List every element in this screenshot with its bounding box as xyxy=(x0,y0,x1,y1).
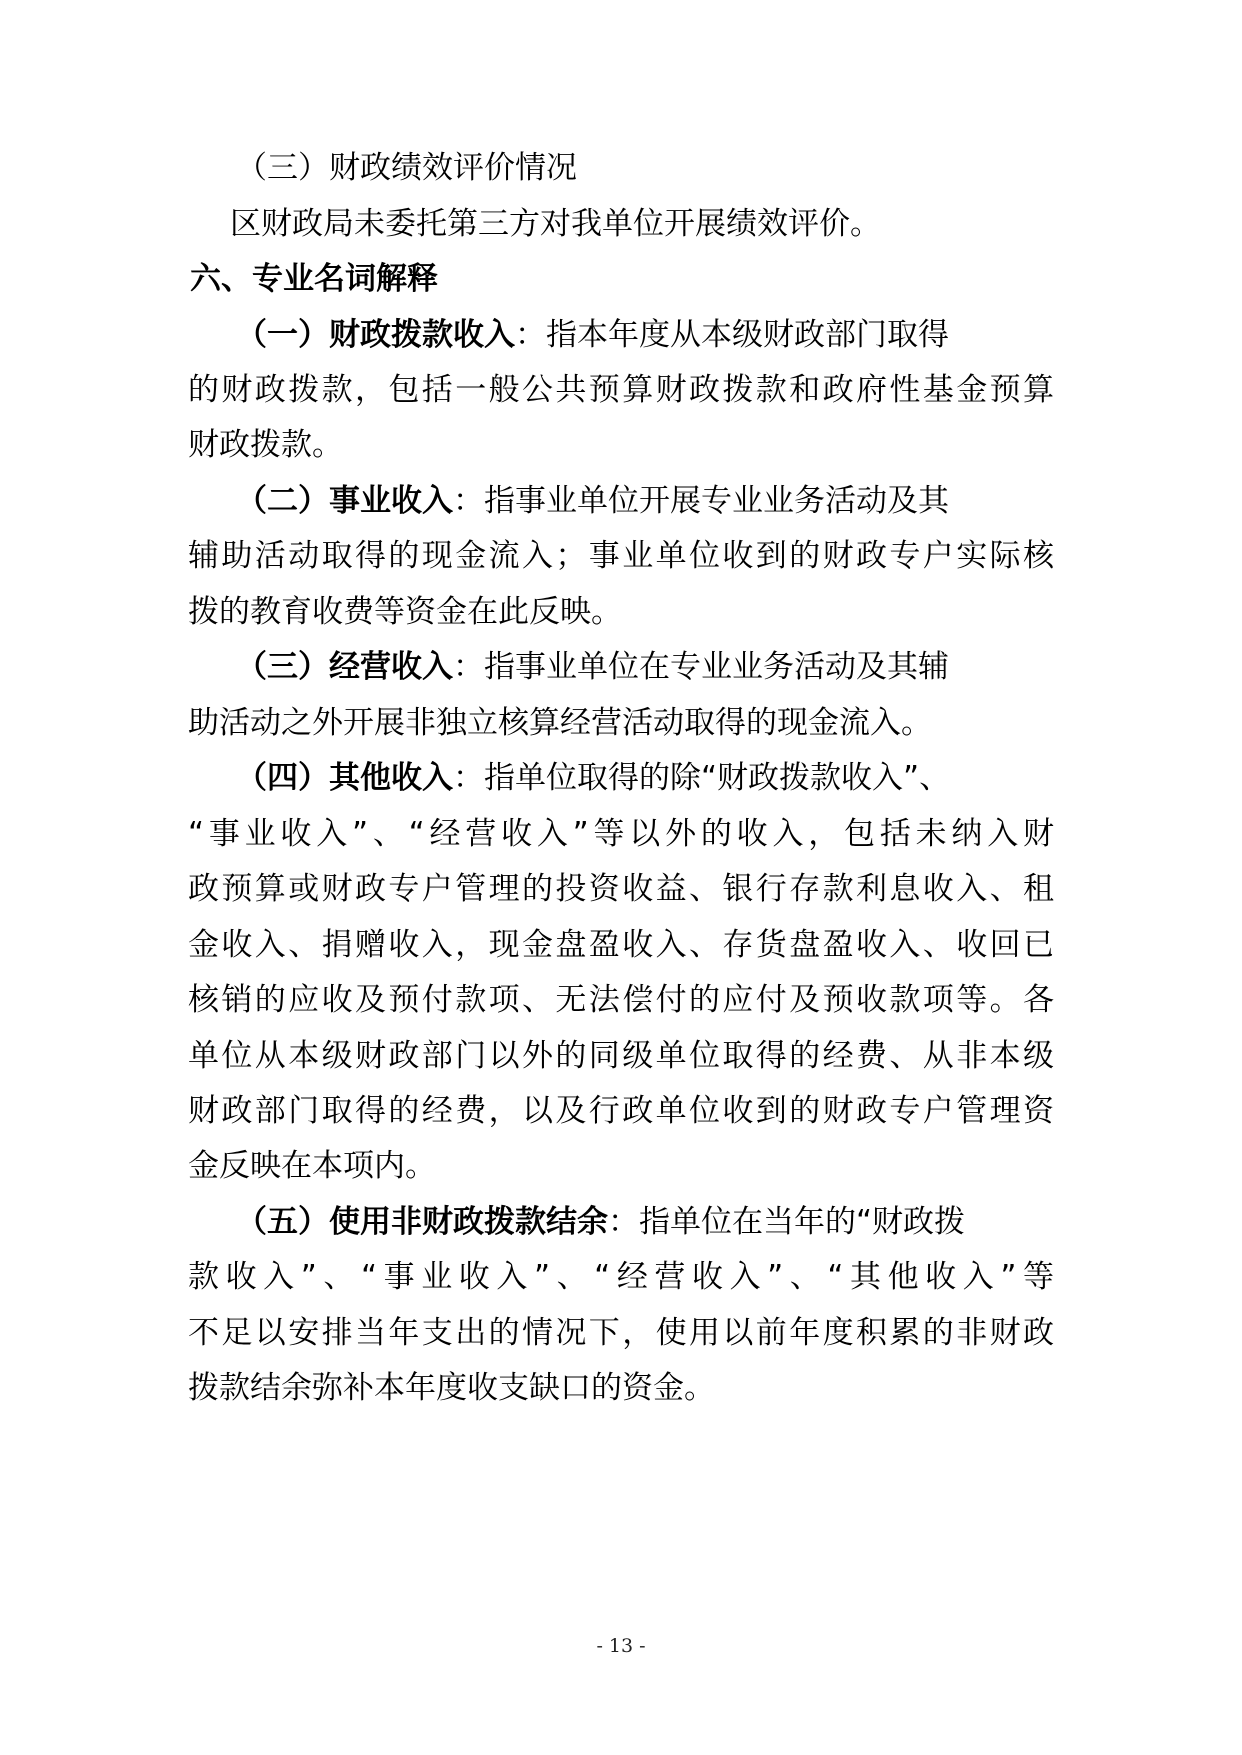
term-3-label: （三）经营收入 xyxy=(236,649,453,685)
term-3-line-2: 助活动之外开展非独立核算经营活动取得的现金流入。 xyxy=(188,705,932,741)
term-5-line-3: 不足以安排当年支出的情况下，使用以前年度积累的非财政 xyxy=(188,1315,1054,1351)
term-4-line-3: 政预算或财政专户管理的投资收益、银行存款利息收入、租 xyxy=(188,871,1054,907)
term-1-label: （一）财政拨款收入 xyxy=(236,317,515,353)
term-4-line-7: 财政部门取得的经费，以及行政单位收到的财政专户管理资 xyxy=(188,1093,1054,1129)
term-4-first-line xyxy=(236,758,950,798)
term-1-text: ：指本年度从本级财政部门取得 xyxy=(515,317,949,353)
term-3-first-line xyxy=(236,647,949,687)
term-4-line-5: 核销的应收及预付款项、无法偿付的应付及预收款项等。各 xyxy=(188,982,1054,1018)
term-4-line-2: “事业收入”、“经营收入”等以外的收入，包括未纳入财 xyxy=(188,816,1054,852)
term-4-line-6: 单位从本级财政部门以外的同级单位取得的经费、从非本级 xyxy=(188,1038,1054,1074)
term-2-text: ：指事业单位开展专业业务活动及其 xyxy=(453,483,949,519)
term-1-line-3: 财政拨款。 xyxy=(188,427,343,463)
term-3-text: ：指事业单位在专业业务活动及其辅 xyxy=(453,649,949,685)
term-1-first-line xyxy=(236,315,949,355)
term-5-line-2: 款收入”、“事业收入”、“经营收入”、“其他收入”等 xyxy=(188,1259,1054,1295)
term-1-line-2: 的财政拨款，包括一般公共预算财政拨款和政府性基金预算 xyxy=(188,372,1054,408)
term-2-line-2: 辅助活动取得的现金流入；事业单位收到的财政专户实际核 xyxy=(188,538,1054,574)
page-number: - 13 - xyxy=(596,1635,646,1657)
section3-text: 区财政局未委托第三方对我单位开展绩效评价。 xyxy=(230,206,881,242)
term-4-line-8: 金反映在本项内。 xyxy=(188,1148,436,1184)
term-5-first-line xyxy=(236,1202,965,1242)
section6-heading: 六、专业名词解释 xyxy=(190,261,438,297)
term-5-line-4: 拨款结余弥补本年度收支缺口的资金。 xyxy=(188,1370,715,1406)
term-2-first-line xyxy=(236,481,949,521)
term-2-label: （二）事业收入 xyxy=(236,483,453,519)
term-4-text: ：指单位取得的除“财政拨款收入”、 xyxy=(453,760,951,796)
term-4-label: （四）其他收入 xyxy=(236,760,453,796)
term-2-line-3: 拨的教育收费等资金在此反映。 xyxy=(188,594,622,630)
term-5-label: （五）使用非财政拨款结余 xyxy=(236,1204,608,1240)
term-5-text: ：指单位在当年的“财政拨 xyxy=(608,1204,966,1240)
term-4-line-4: 金收入、捐赠收入，现金盘盈收入、存货盘盈收入、收回已 xyxy=(188,927,1054,963)
section3-heading: （三）财政绩效评价情况 xyxy=(236,150,577,186)
